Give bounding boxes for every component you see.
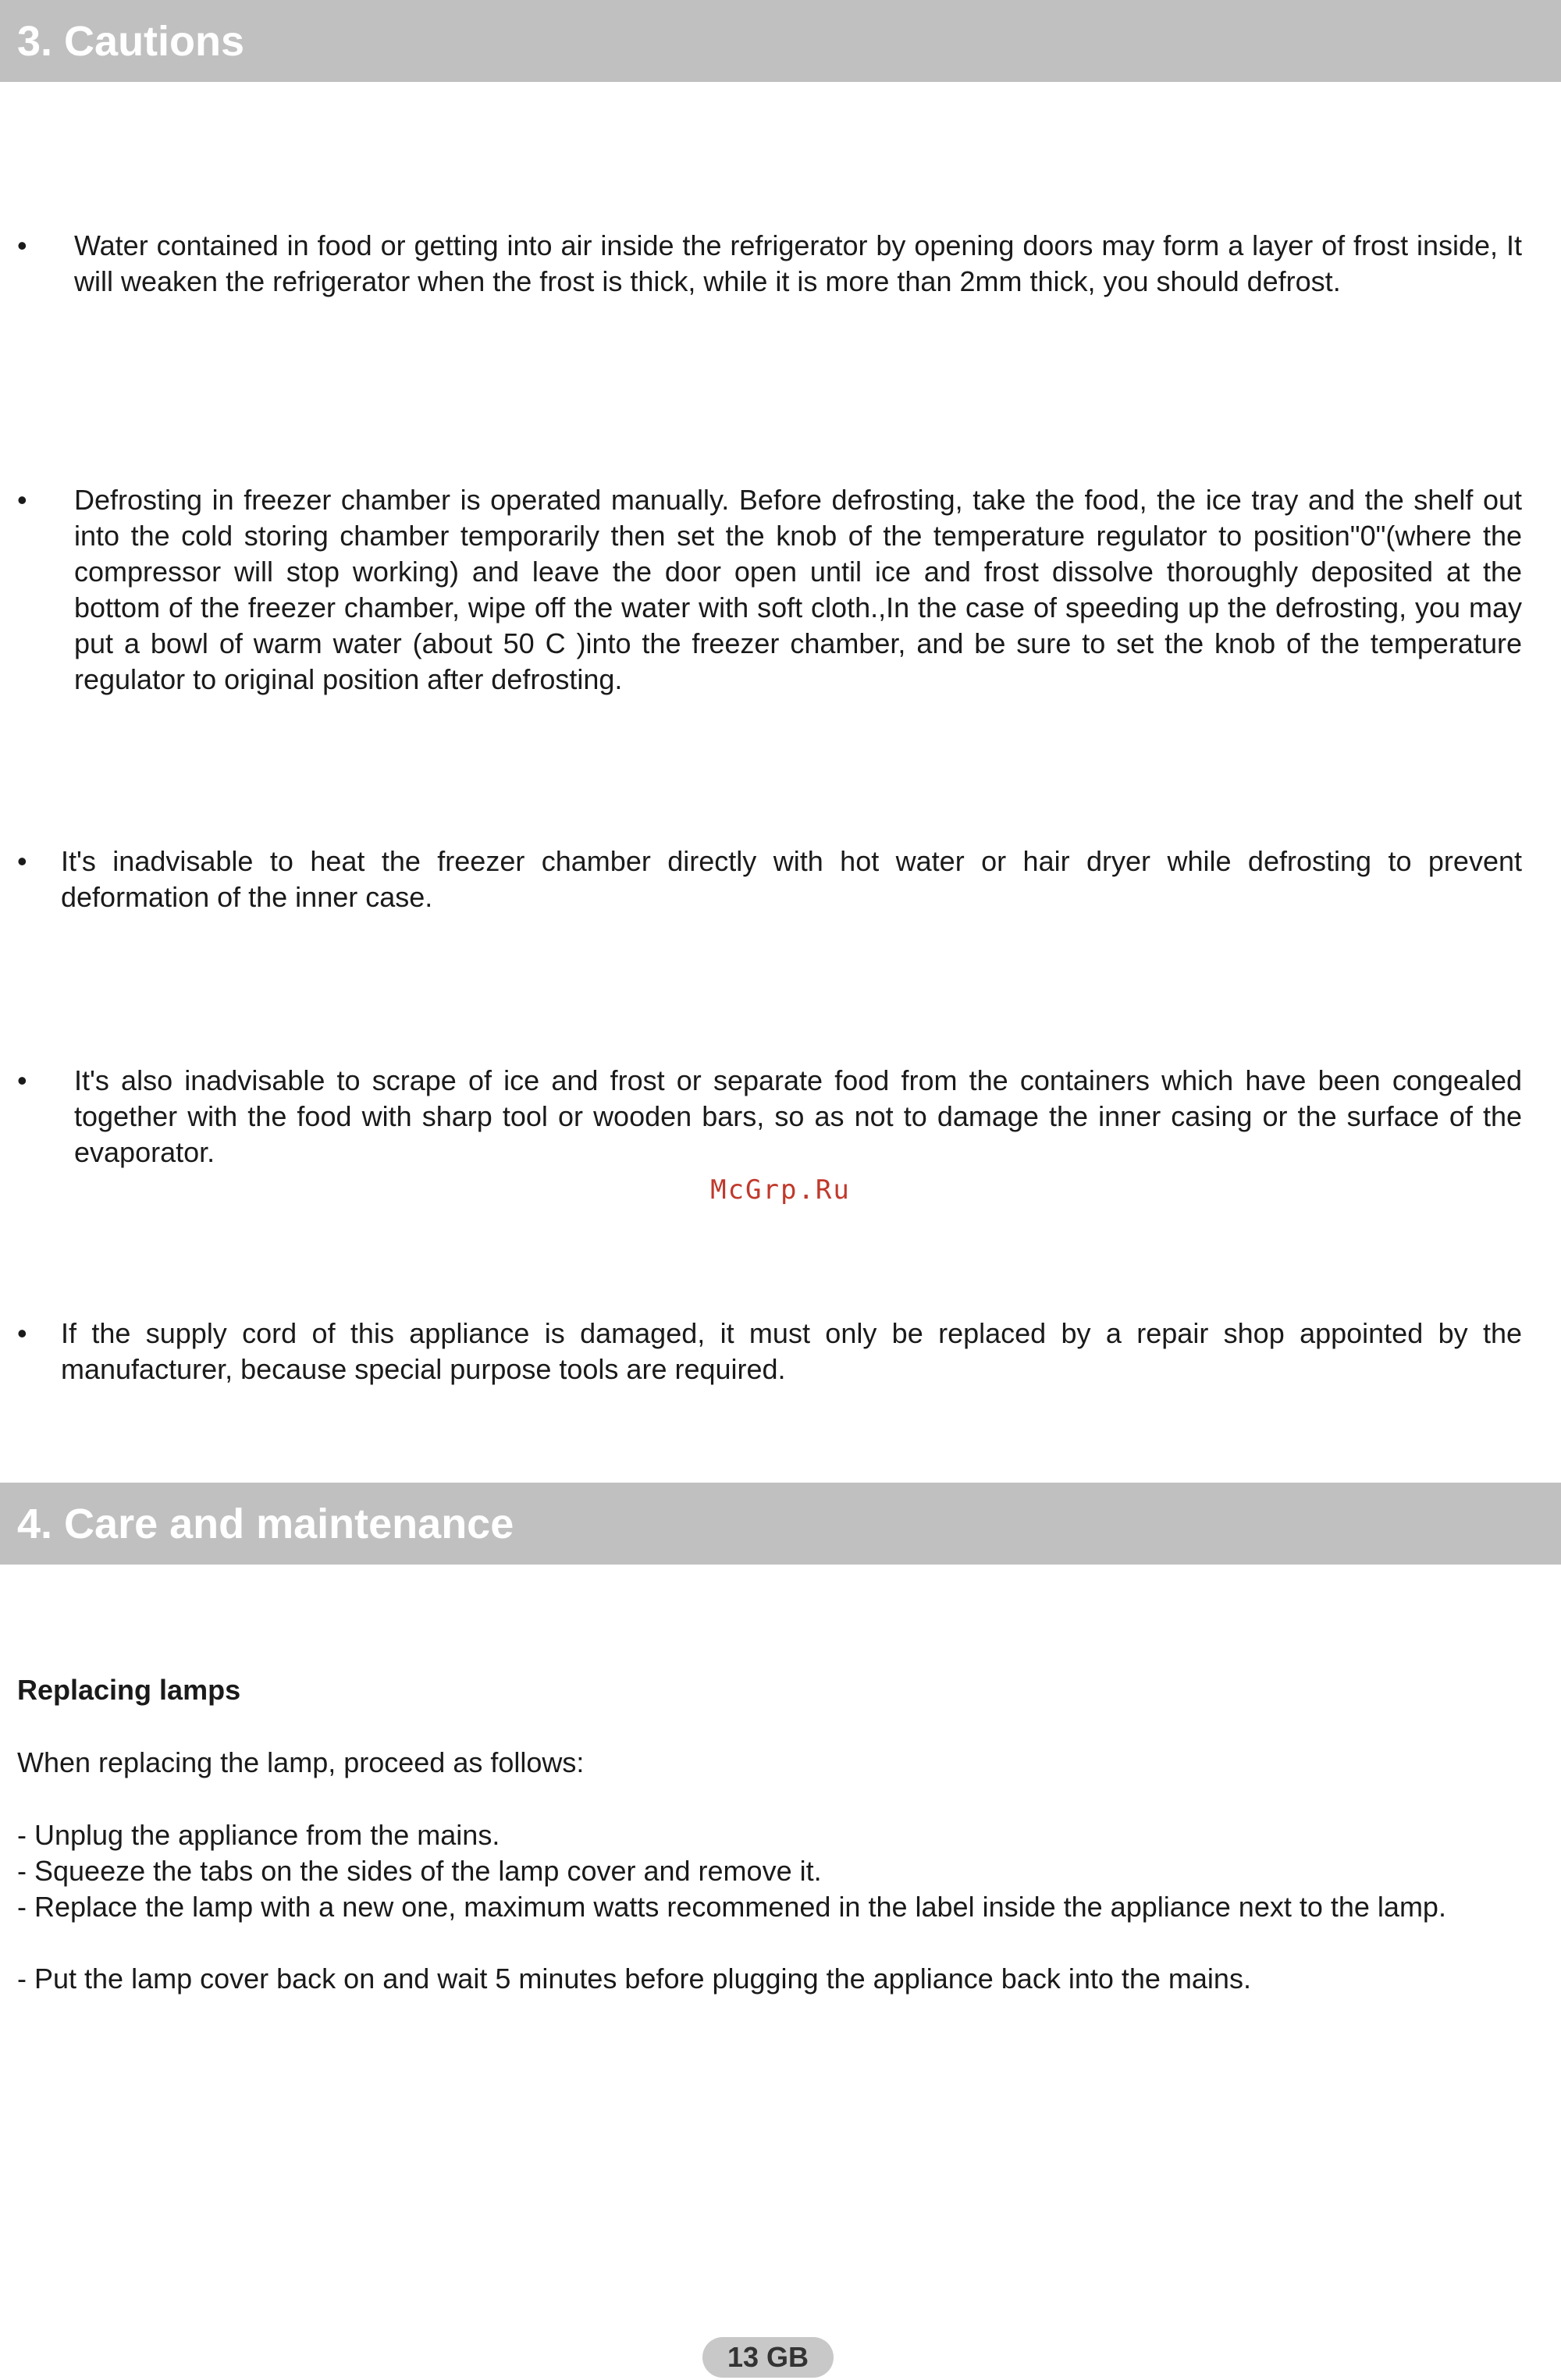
bullet-icon: • — [17, 229, 27, 261]
caution-text: It's also inadvisable to scrape of ice and frost or separate food from the containers which have been congealed together with the food with sharp tool or wooden bars, so as not to damage the inner casing or the surface of the evaporator. — [74, 1064, 1522, 1168]
watermark-text: McGrp.Ru — [710, 1174, 851, 1206]
step-item: - Unplug the appliance from the mains. — [17, 1819, 500, 1851]
bullet-icon: • — [17, 845, 27, 877]
caution-item — [0, 844, 1522, 915]
section-header-care — [0, 1483, 1561, 1565]
subheading-replacing-lamps: Replacing lamps — [17, 1674, 241, 1706]
bullet-icon: • — [17, 1317, 27, 1349]
caution-text: It's inadvisable to heat the freezer chamber directly with hot water or hair dryer while defrosting to prevent deformation of the inner case. — [61, 845, 1522, 913]
page-number-badge: 13 GB — [702, 2337, 834, 2378]
intro-text: When replacing the lamp, proceed as follows: — [17, 1746, 585, 1778]
section-title: 4. Care and maintenance — [17, 1500, 514, 1547]
step-item: - Replace the lamp with a new one, maximum watts recommened in the label inside the appliance next to the lamp. — [17, 1891, 1446, 1923]
caution-text: Defrosting in freezer chamber is operated manually. Before defrosting, take the food, the ice tray and the shelf out into the cold storing chamber temporarily then set the knob of the temperature regulator to position"0"(where the compressor will stop working) and leave the door open until ice and frost dissolve thoroughly deposited at the bottom of the freezer chamber, wipe off the water with soft cloth.,In the case of speeding up the defrosting, you may put a bowl of warm water (about 50 C )into the freezer chamber, and be sure to set the knob of the temperature regulator to original position after defrosting. — [74, 484, 1522, 695]
caution-text: Water contained in food or getting into air inside the refrigerator by opening doors may form a layer of frost inside, It will weaken the refrigerator when the frost is thick, while it is more than 2mm thick, you should defrost. — [74, 229, 1522, 297]
bullet-icon: • — [17, 484, 27, 516]
caution-item — [0, 482, 1522, 701]
bullet-icon: • — [17, 1064, 27, 1096]
caution-item — [0, 1063, 1522, 1172]
caution-item — [0, 1316, 1522, 1387]
caution-text: If the supply cord of this appliance is damaged, it must only be replaced by a repair shop appointed by the manufacturer, because special purpose tools are required. — [61, 1317, 1522, 1385]
section-title: 3. Cautions — [17, 17, 245, 65]
step-item: - Squeeze the tabs on the sides of the lamp cover and remove it. — [17, 1855, 822, 1887]
section-header-cautions — [0, 0, 1561, 82]
step-item: - Put the lamp cover back on and wait 5 minutes before plugging the appliance back into the mains. — [17, 1963, 1251, 1995]
caution-item — [0, 228, 1522, 337]
